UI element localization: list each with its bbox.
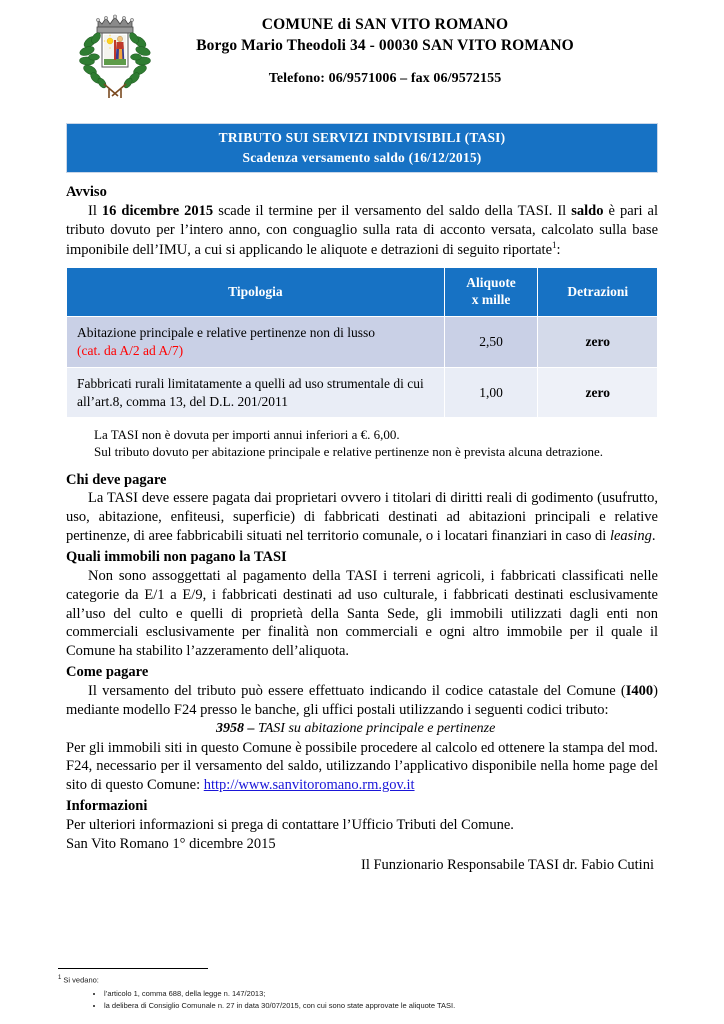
informazioni-paragraph: Per ulteriori informazioni si prega di contattare l’Ufficio Tributi del Comune. <box>66 816 514 833</box>
come-pagare-paragraph <box>66 682 658 720</box>
municipality-website-link[interactable]: http://www.sanvitoromano.rm.gov.it <box>203 777 415 794</box>
column-header-aliquote <box>444 268 538 317</box>
leasing-term: leasing <box>609 528 652 545</box>
codice-catastale-value: I400 <box>625 682 654 699</box>
come-pagare-text-1: Il versamento del tributo può essere effettuato indicando il codice catastale del Comune ( <box>88 682 626 699</box>
section-heading-quali-immobili: Quali immobili non pagano la TASI <box>66 549 287 566</box>
header-text-block <box>152 10 658 87</box>
banner-subtitle: Scadenza versamento saldo (16/12/2015) <box>242 149 482 165</box>
avviso-text-3: è pari al tributo dovuto per l’intero anno, con conguaglio sulla rata di acconto versata, calcolato sulla base imponibile dell’IMU, a cui si applicando le aliquote e detrazioni di seguito riportate <box>66 202 659 258</box>
place-and-date: San Vito Romano 1° dicembre 2015 <box>66 835 276 852</box>
column-header-aliquote-line2: x mille <box>471 292 511 308</box>
come-pagare-online-paragraph <box>66 739 658 796</box>
footnote-list <box>58 988 684 1012</box>
banner-title: TRIBUTO SUI SERVIZI INDIVISIBILI (TASI) <box>218 130 506 145</box>
title-banner <box>66 123 658 173</box>
cell-aliquota: 1,00 <box>444 367 538 418</box>
table-note-minimum-amount: La TASI non è dovuta per importi annui inferiori a €. 6,00. <box>94 427 400 443</box>
table-row <box>67 367 658 418</box>
footnotes-block <box>58 968 684 1012</box>
cell-tipologia: Fabbricati rurali limitatamente a quelli ad uso strumentale di cui all’art.8, comma 13, del D.L. 201/2011 <box>67 367 445 418</box>
section-heading-chi-deve-pagare: Chi deve pagare <box>66 471 167 488</box>
table-row <box>67 317 658 368</box>
chi-deve-pagare-text: La TASI deve essere pagata dai proprietari ovvero i titolari di diritti reali di godimento (usufrutto, uso, abitazione, enfiteusi, superficie) di fabbricati destinati ad abitazioni principali e relative pertinenze, di aree fabbricabili situati nel territorio comunale, o i locatari finanziari in caso di <box>66 490 658 545</box>
municipality-address: Borgo Mario Theodoli 34 - 00030 SAN VITO ROMANO <box>196 36 574 54</box>
avviso-text-1: Il <box>88 202 102 219</box>
footnote-intro <box>58 974 684 986</box>
cell-detrazione: zero <box>538 367 658 418</box>
list-item: • la delibera di Consiglio Comunale n. 27 in data 30/07/2015, con cui sono state approvate le aliquote TASI. <box>104 1000 684 1011</box>
list-item: • l’articolo 1, comma 688, della legge n. 147/2013; <box>104 988 684 999</box>
footnote-reference-1: 1 <box>552 239 557 250</box>
signature-line: Il Funzionario Responsabile TASI dr. Fabio Cutini <box>361 856 654 873</box>
avviso-deadline-date: 16 dicembre 2015 <box>101 202 214 219</box>
section-heading-come-pagare: Come pagare <box>66 664 149 681</box>
chi-deve-pagare-paragraph <box>66 489 658 546</box>
avviso-saldo-term: saldo <box>571 202 604 219</box>
come-pagare-text-3: Per gli immobili siti in questo Comune è possibile procedere al calcolo ed ottenere la stampa del mod. F24, necessario per il versamento del saldo, utilizzando l’applicativo disponibile nella home page del sito di questo Comune: <box>66 739 658 794</box>
quali-immobili-paragraph: Non sono assoggettati al pagamento della TASI i terreni agricoli, i fabbricati classificati nelle categorie da E/1 a E/9, i fabbricati destinati ad uso culturale, i fabbricati destinati esclusivamente all’uso del culto e quelli di proprietà della Santa Sede, gli immobili utilizzati dagli enti non commerciali esclusivamente per finalità non commerciali e ogni altro immobile per il quale il Comune ha stabilito l’azzeramento dell’aliquota. <box>66 567 658 660</box>
cell-aliquota: 2,50 <box>444 317 538 368</box>
municipality-contact: Telefono: 06/9571006 – fax 06/9572155 <box>268 70 502 86</box>
avviso-text-2: scade il termine per il versamento del saldo della TASI. Il <box>213 202 572 219</box>
codice-tributo-number: 3958 – <box>216 720 258 736</box>
column-header-detrazioni: Detrazioni <box>538 268 658 317</box>
column-header-aliquote-line1: Aliquote <box>466 275 516 291</box>
come-pagare-text-2: ) mediante modello F24 presso le banche, gli uffici postali utilizzando i seguenti codici tributo: <box>66 682 658 718</box>
cell-tipologia-text: Abitazione principale e relative pertinenze non di lusso <box>77 325 376 341</box>
column-header-tipologia: Tipologia <box>67 268 445 317</box>
cell-tipologia <box>67 317 445 368</box>
section-heading-avviso: Avviso <box>66 184 107 201</box>
avviso-text-4: : <box>556 241 561 258</box>
codice-tributo-description: TASI su abitazione principale e pertinenze <box>258 720 496 736</box>
document-header <box>0 0 724 105</box>
document-body <box>0 183 724 875</box>
chi-deve-pagare-text-end: . <box>651 528 656 545</box>
table-header-row <box>67 268 658 317</box>
footnote-intro-text: Si vedano: <box>61 975 99 985</box>
tax-rates-table <box>66 267 658 418</box>
footnote-marker: 1 <box>58 974 62 981</box>
cell-detrazione: zero <box>538 317 658 368</box>
table-note-no-deduction: Sul tributo dovuto per abitazione principale e relative pertinenze non è prevista alcuna detrazione. <box>94 444 603 460</box>
municipality-name: COMUNE di SAN VITO ROMANO <box>261 16 509 33</box>
cell-tipologia-category-note: (cat. da A/2 ad A/7) <box>77 342 184 358</box>
avviso-paragraph <box>66 202 658 259</box>
codice-tributo-line <box>66 720 658 739</box>
municipal-coat-of-arms-icon <box>78 12 152 105</box>
footnote-separator-rule <box>58 968 208 969</box>
section-heading-informazioni: Informazioni <box>66 798 148 815</box>
